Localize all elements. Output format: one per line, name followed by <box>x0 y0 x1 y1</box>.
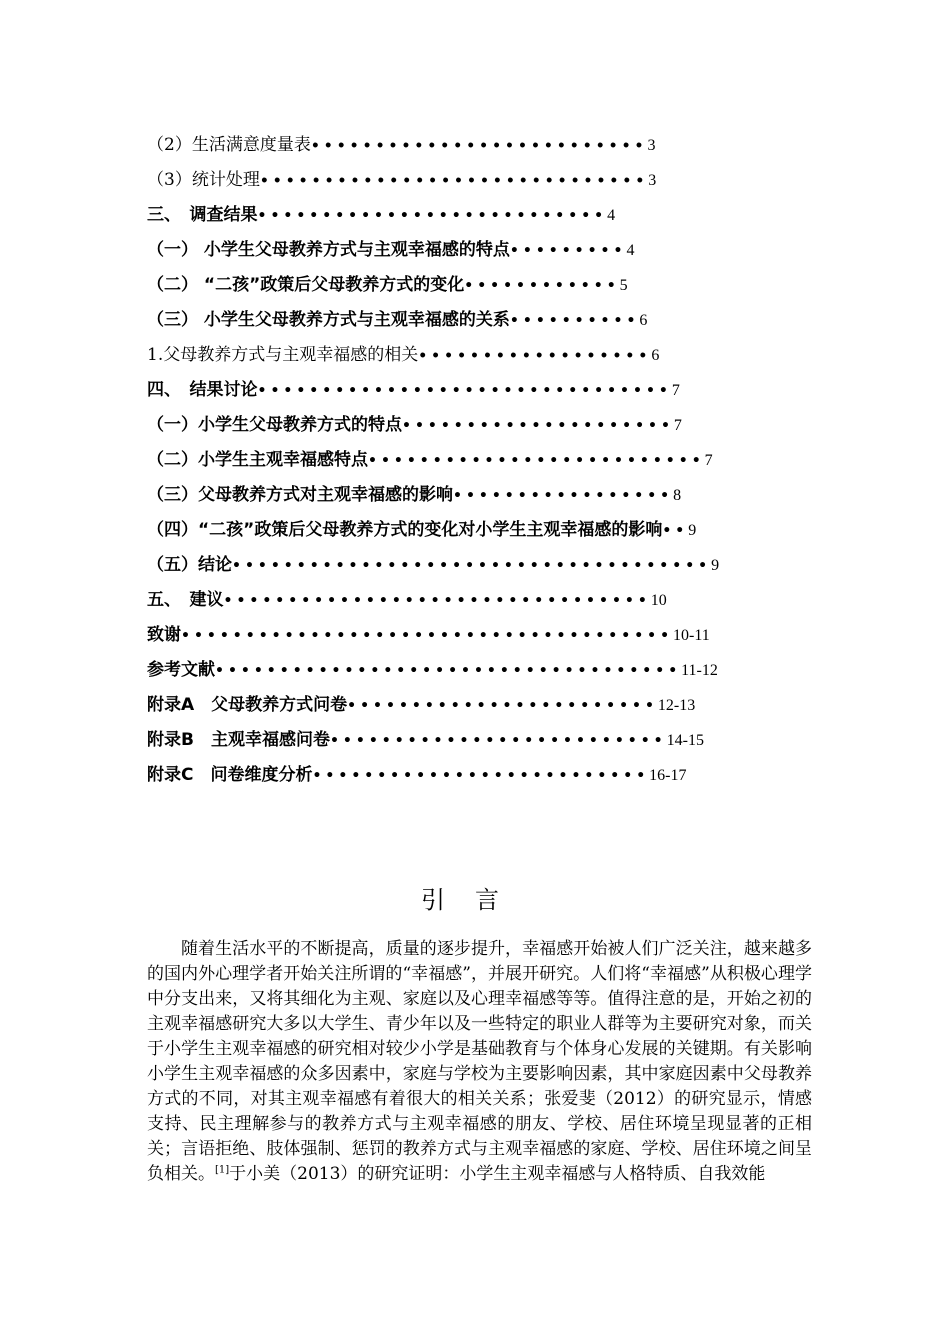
toc-leader-dots: •••••••••••••••••••••••••••••••••••••• <box>181 628 674 644</box>
toc-entry-label: 附录C 问卷维度分析 <box>147 765 313 785</box>
toc-leader-dots: •••••••••••••••••••••••••• <box>368 453 705 469</box>
toc-entry[interactable] <box>147 373 807 408</box>
toc-page-number: 7 <box>671 382 680 399</box>
toc-entry[interactable] <box>147 478 807 513</box>
toc-entry[interactable] <box>147 618 807 653</box>
toc-entry[interactable] <box>147 338 807 373</box>
toc-page-number: 9 <box>711 557 720 574</box>
toc-page-number: 12-13 <box>657 697 696 714</box>
toc-leader-dots: ••••••••••••••••••••••••••••••••••••• <box>232 558 712 574</box>
toc-entry[interactable] <box>147 688 807 723</box>
toc-entry[interactable] <box>147 303 807 338</box>
toc-entry-label: （五）结论 <box>147 555 232 575</box>
toc-entry-label: 致谢 <box>147 625 181 645</box>
toc-page-number: 4 <box>626 242 635 259</box>
toc-leader-dots: •••••••••••• <box>464 278 620 294</box>
toc-entry-label: （四）“二孩”政策后父母教养方式的变化对小学生主观幸福感的影响 <box>147 520 663 540</box>
toc-entry[interactable] <box>147 548 807 583</box>
toc-page-number: 5 <box>619 277 628 294</box>
toc-page-number: 7 <box>673 417 682 434</box>
toc-leader-dots: ••••••••••••••••••••••••••• <box>257 208 608 224</box>
toc-entry[interactable] <box>147 758 807 793</box>
toc-page-number: 9 <box>688 522 697 539</box>
toc-entry-label: （一）小学生父母教养方式的特点 <box>147 415 402 435</box>
toc-page-number: 10 <box>650 592 667 609</box>
toc-entry[interactable] <box>147 653 807 688</box>
toc-leader-dots: •••••••••••••••••••••••••• <box>329 733 667 749</box>
toc-leader-dots: •••••••••••••••••••••••• <box>347 698 658 714</box>
toc-leader-dots: •• <box>662 523 689 539</box>
toc-entry-label: （二）小学生主观幸福感特点 <box>147 450 368 470</box>
toc-entry-label: （一） 小学生父母教养方式与主观幸福感的特点 <box>147 240 510 260</box>
paragraph-text-main: 随着生活水平的不断提高，质量的逐步提升，幸福感开始被人们广泛关注，越来越多的国内外心理学者开始关注所谓的“幸福感”，并展开研究。人们将“幸福感”从积极心理学中分支出来，又将其细化为主观、家庭以及心理幸福感等等。值得注意的是，开始之初的主观幸福感研究大多以大学生、青少年以及一些特定的职业人群等为主要研究对象，而关于小学生主观幸福感的研究相对较少小学是基础教育与个体身心发展的关键期。有关影响小学生主观幸福感的众多因素中，家庭与学校为主要影响因素，其中家庭因素中父母教养方式的不同，对其主观幸福感有着很大的相关关系；张爱斐（2012）的研究显示，情感支持、民主理解参与的教养方式与主观幸福感的朋友、学校、居住环境呈现显著的正相关；言语拒绝、肢体强制、惩罚的教养方式与主观幸福感的家庭、学校、居住环境之间呈负相关。 <box>147 939 812 1184</box>
toc-page-number: 7 <box>704 452 713 469</box>
toc-page-number: 3 <box>648 172 657 189</box>
paragraph-text <box>147 937 812 1187</box>
toc-entry-label: 1.父母教养方式与主观幸福感的相关 <box>147 345 419 365</box>
toc-leader-dots: ••••••••••••••••••••••••••••••••• <box>223 593 651 609</box>
toc-leader-dots: •••••••••••••••••••••••••••••• <box>259 173 649 189</box>
toc-entry-label: 附录A 父母教养方式问卷 <box>147 695 348 715</box>
reference-marker: [1] <box>215 1164 230 1176</box>
toc-entry-label: 附录B 主观幸福感问卷 <box>147 730 330 750</box>
toc-page-number: 11-12 <box>681 662 718 679</box>
toc-entry-label: 三、 调查结果 <box>147 205 258 225</box>
toc-leader-dots: ••••••••••••••••••••• <box>402 418 674 434</box>
toc-leader-dots: •••••••••••••••••••••••••• <box>312 768 650 784</box>
toc-leader-dots: •••••••••••••••••••••••••••••••••••• <box>215 663 682 679</box>
toc-entry-label: （2）生活满意度量表 <box>147 135 311 155</box>
toc-leader-dots: ••••••••••••••••• <box>453 488 674 504</box>
toc-leader-dots: ••••••••• <box>509 243 627 259</box>
toc-entry[interactable] <box>147 198 807 233</box>
toc-entry[interactable] <box>147 443 807 478</box>
toc-entry-label: （3）统计处理 <box>147 170 260 190</box>
toc-entry[interactable] <box>147 723 807 758</box>
toc-entry-label: 五、 建议 <box>147 590 224 610</box>
body-paragraph <box>147 937 812 1187</box>
table-of-contents <box>147 128 807 793</box>
toc-entry-label: （三） 小学生父母教养方式与主观幸福感的关系 <box>147 310 510 330</box>
toc-page-number: 16-17 <box>649 767 687 784</box>
toc-leader-dots: •••••••••••••••••••••••••••••••• <box>257 383 672 399</box>
toc-page-number: 6 <box>651 347 660 364</box>
toc-entry[interactable] <box>147 268 807 303</box>
toc-page-number: 4 <box>607 207 616 224</box>
toc-page-number: 6 <box>639 312 648 329</box>
toc-entry[interactable] <box>147 513 807 548</box>
toc-entry[interactable] <box>147 163 807 198</box>
toc-entry-label: （三）父母教养方式对主观幸福感的影响 <box>147 485 453 505</box>
toc-leader-dots: •••••••••••••••••• <box>418 348 652 364</box>
toc-entry[interactable] <box>147 128 807 163</box>
toc-entry[interactable] <box>147 233 807 268</box>
toc-page-number: 3 <box>647 137 656 154</box>
toc-leader-dots: •••••••••• <box>509 313 640 329</box>
toc-page-number: 10-11 <box>673 627 710 644</box>
toc-entry-label: 参考文献 <box>147 660 215 680</box>
toc-entry[interactable] <box>147 583 807 618</box>
section-title: 引言 <box>421 886 529 914</box>
toc-entry-label: （二） “二孩”政策后父母教养方式的变化 <box>147 275 465 295</box>
toc-page-number: 14-15 <box>666 732 704 749</box>
toc-leader-dots: •••••••••••••••••••••••••• <box>310 138 648 154</box>
toc-page-number: 8 <box>673 487 682 504</box>
toc-entry[interactable] <box>147 408 807 443</box>
paragraph-text-continued: 于小美（2013）的研究证明：小学生主观幸福感与人格特质、自我效能 <box>229 1164 766 1184</box>
toc-entry-label: 四、 结果讨论 <box>147 380 258 400</box>
